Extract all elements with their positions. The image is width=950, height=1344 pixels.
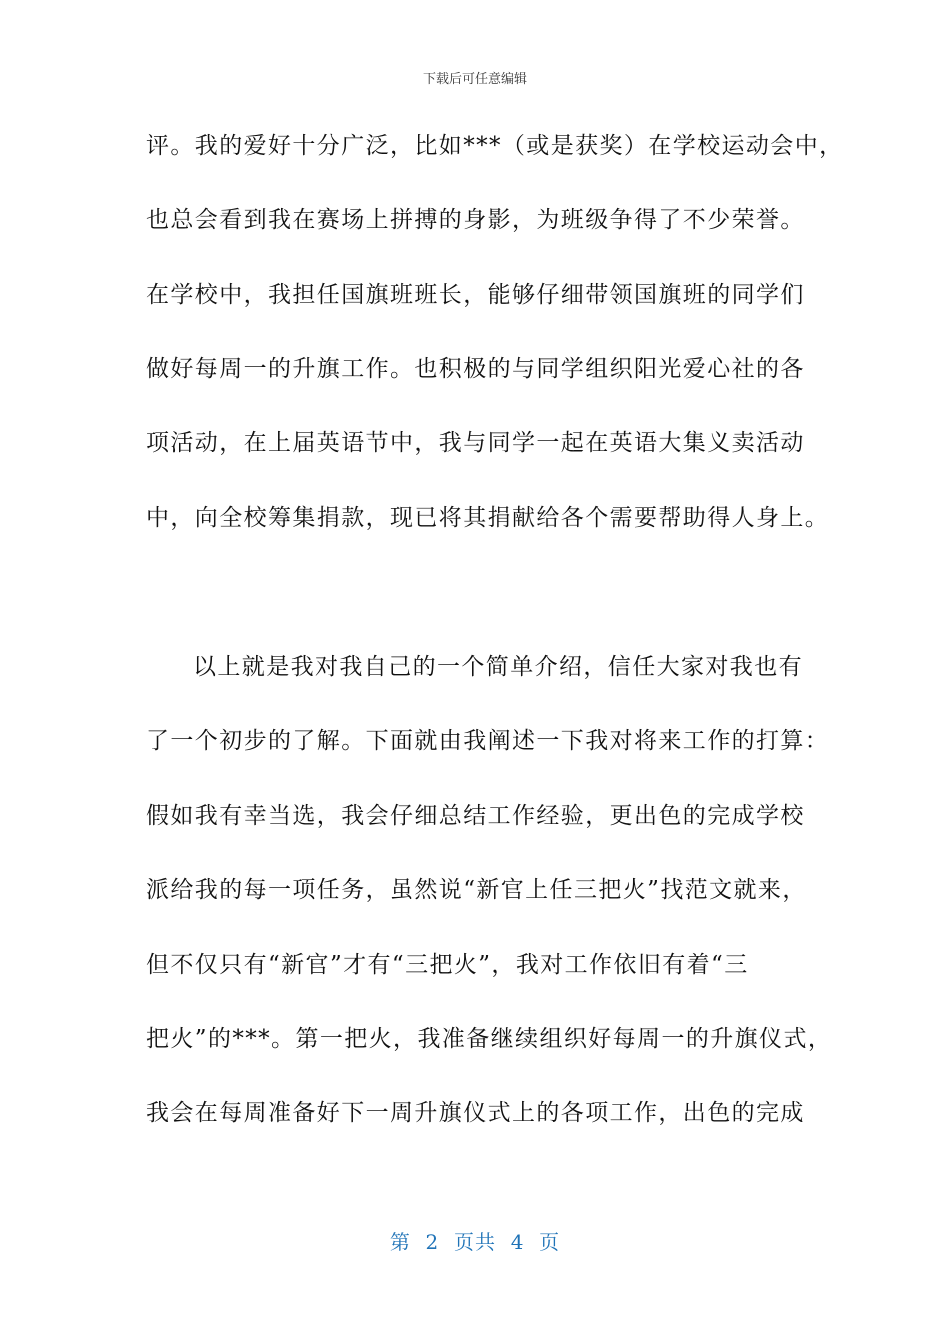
- text-line-9: 假如我有幸当选，我会仔细总结工作经验，更出色的完成学校: [146, 803, 805, 829]
- text-line-13: 我会在每周准备好下一周升旗仪式上的各项工作，出色的完成: [146, 1100, 805, 1126]
- text-line-3: 在学校中，我担任国旗班班长，能够仔细带领国旗班的同学们: [146, 282, 805, 308]
- text-line-7: 以上就是我对我自己的一个简单介绍，信任大家对我也有: [193, 654, 803, 680]
- text-line-6: 中，向全校筹集捐款，现已将其捐献给各个需要帮助得人身上。: [146, 505, 830, 531]
- text-line-11: 但不仅只有“新官”才有“三把火”，我对工作依旧有着“三: [146, 952, 749, 978]
- text-line-5: 项活动，在上届英语节中，我与同学一起在英语大集义卖活动: [146, 430, 805, 456]
- text-line-8: 了一个初步的了解。下面就由我阐述一下我对将来工作的打算：: [146, 728, 830, 754]
- text-line-4: 做好每周一的升旗工作。也积极的与同学组织阳光爱心社的各: [146, 356, 805, 382]
- text-line-10: 派给我的每一项任务，虽然说“新官上任三把火”找范文就来，: [146, 877, 807, 903]
- text-line-2: 也总会看到我在赛场上拼搏的身影，为班级争得了不少荣誉。: [146, 207, 805, 233]
- text-line-12: 把火”的***。第一把火，我准备继续组织好每周一的升旗仪式，: [146, 1026, 833, 1052]
- page-number-footer: 第 2 页共 4 页: [389, 1230, 561, 1254]
- page-header: 下载后可任意编辑: [422, 72, 527, 87]
- text-line-1: 评。我的爱好十分广泛，比如***（或是获奖）在学校运动会中，: [146, 133, 844, 159]
